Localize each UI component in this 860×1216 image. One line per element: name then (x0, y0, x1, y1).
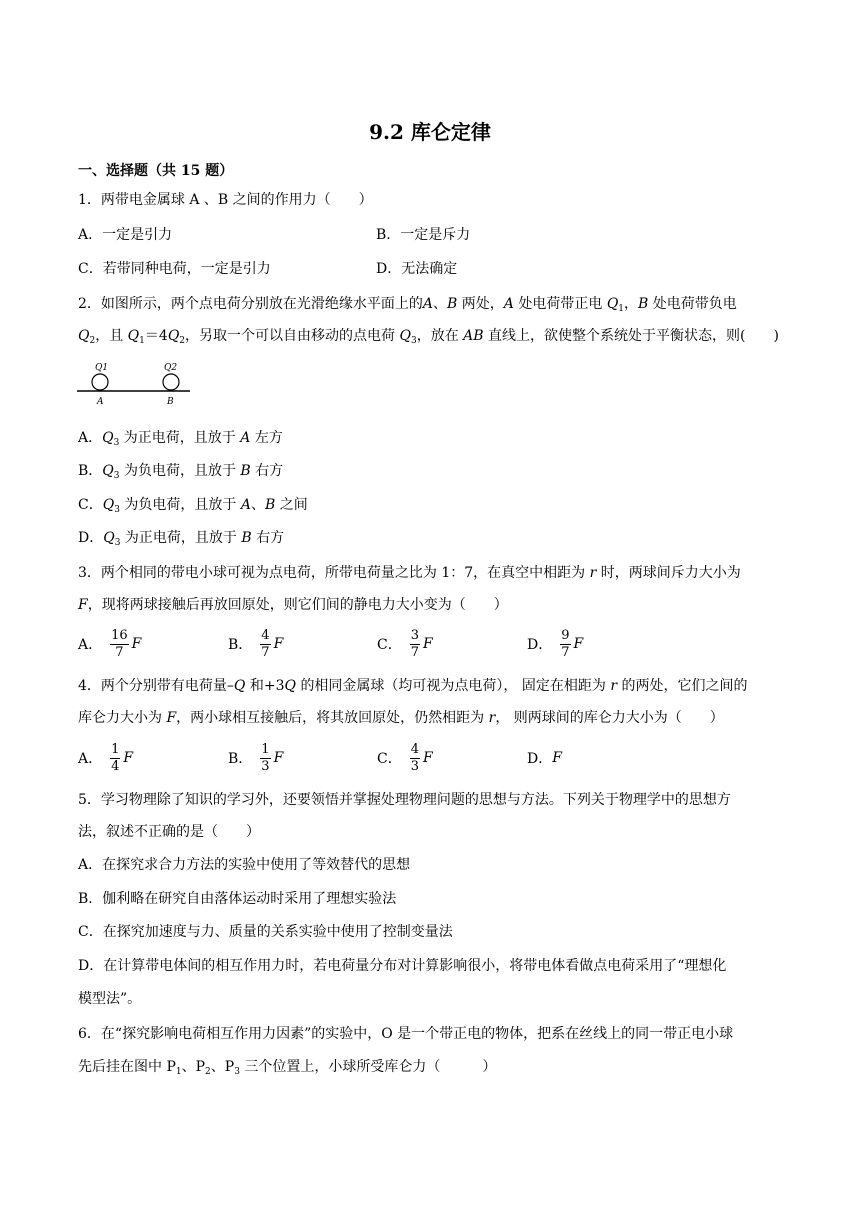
q1-option-b: B．一定是斥力 (376, 227, 471, 243)
q5-option-d-line2: 模型法”。 (78, 991, 142, 1007)
q2-stem-line1: 2．如图所示，两个点电荷分别放在光滑绝缘水平面上的A、B 两处，A 处电荷带正电 $Q_1$，B 处电荷带负电 (78, 296, 737, 314)
charge-sphere-b (163, 374, 179, 390)
q5-stem-line1: 5．学习物理除了知识的学习外，还要领悟并掌握处理物理问题的思想与方法。下列关于物理学中的思想方 (78, 792, 731, 808)
q5-option-d-line1: D．在计算带电体间的相互作用力时，若电荷量分布对计算影响很小，将带电体看做点电荷采用了“理想化 (78, 958, 727, 974)
q3-option-d: D． $\frac{9}{7}$ F (527, 627, 584, 660)
q3-stem-line1: 3．两个相同的带电小球可视为点电荷，所带电荷量之比为 1：7，在真空中相距为 r 时，两球间斥力大小为 (78, 565, 741, 581)
q5-option-b: B．伽利略在研究自由落体运动时采用了理想实验法 (78, 891, 397, 907)
q5-stem-line2: 法，叙述不正确的是（ ） (78, 824, 260, 840)
q4-stem-line2: 库仑力大小为 F，两小球相互接触后，将其放回原处，仍然相距为 r， 则两球间的库仑力大小为（ ） (78, 710, 724, 726)
q1-stem: 1．两带电金属球 A 、B 之间的作用力（ ） (78, 192, 373, 208)
q3-option-b: B． $\frac{4}{7}$ F (228, 627, 284, 660)
q3-option-c: C． $\frac{3}{7}$ F (377, 627, 433, 660)
fig-label-a: A (97, 397, 104, 407)
q3-options (78, 624, 778, 664)
q2-stem-line2: $Q_2$，且 $Q_1=4Q_2$，另取一个可以自由移动的点电荷 $Q_3$，放在 AB 直线上，欲使整个系统处于平衡状态，则( ) (78, 328, 779, 346)
q2-option-d: D．$Q_3$ 为正电荷，且放于 B 右方 (78, 530, 285, 548)
q4-option-c: C． $\frac{4}{3}$ F (377, 741, 433, 774)
q5-option-a: A．在探究求合力方法的实验中使用了等效替代的思想 (78, 857, 411, 873)
q2-option-b: B．$Q_3$ 为负电荷，且放于 B 右方 (78, 463, 284, 481)
fig-label-b: B (167, 397, 174, 407)
section-heading: 一、选择题（共 15 题） (78, 163, 234, 179)
q5-option-c: C．在探究加速度与力、质量的关系实验中使用了控制变量法 (78, 924, 453, 940)
q6-stem-line1: 6．在“探究影响电荷相互作用力因素”的实验中，O 是一个带正电的物体，把系在丝线上的同一带正电小球 (78, 1026, 734, 1042)
q4-stem-line1: 4．两个分别带有电荷量–Q 和+3Q 的相同金属球（均可视为点电荷）， 固定在相距为 r 的两处，它们之间的 (78, 678, 748, 694)
charge-sphere-a (92, 374, 108, 390)
q4-options (78, 738, 778, 778)
q6-stem-line2: 先后挂在图中 $P_1$、$P_2$、$P_3$ 三个位置上，小球所受库仑力（ ） (78, 1059, 497, 1077)
q3-stem-line2: F，现将两球接触后再放回原处，则它们间的静电力大小变为（ ） (78, 597, 508, 613)
q2-option-a: A．$Q_3$ 为正电荷，且放于 A 左方 (78, 430, 283, 448)
q4-option-b: B． $\frac{1}{3}$ F (228, 741, 284, 774)
q4-option-d: D． F (527, 750, 562, 767)
q1-option-a: A．一定是引力 (78, 227, 173, 243)
q1-option-c: C．若带同种电荷，一定是引力 (78, 261, 271, 277)
fig-label-q2: Q2 (164, 363, 178, 373)
q4-option-a: A． $\frac{1}{4}$ F (78, 741, 134, 774)
q1-option-d: D．无法确定 (376, 261, 458, 277)
q2-option-c: C．$Q_3$ 为负电荷，且放于 A、B 之间 (78, 497, 308, 515)
page-title: 9.2 库仑定律 (369, 120, 491, 144)
fig-label-q1: Q1 (95, 363, 109, 373)
q3-option-a: A． $\frac{16}{7}$ F (78, 627, 142, 660)
q2-figure (76, 358, 194, 408)
